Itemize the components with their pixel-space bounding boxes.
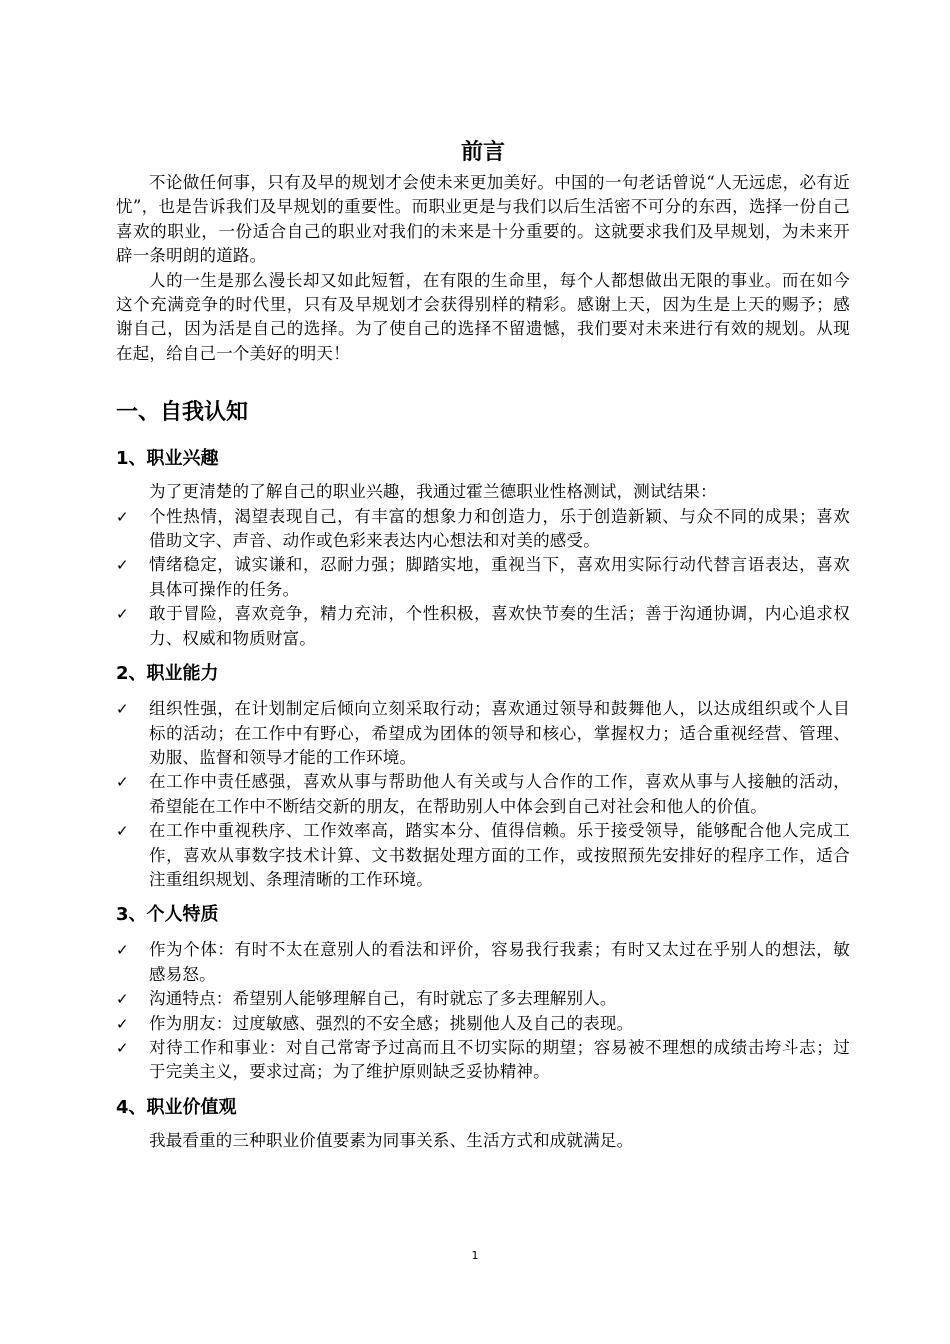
ability-list — [116, 697, 850, 892]
check-icon: ✓ — [116, 1038, 129, 1057]
traits-list — [116, 938, 850, 1084]
check-icon: ✓ — [116, 773, 129, 792]
check-icon: ✓ — [116, 556, 129, 575]
page-number: 1 — [471, 1249, 479, 1262]
check-icon: ✓ — [116, 941, 129, 960]
list-item: ✓ 组织性强，在计划制定后倾向立刻采取行动；喜欢通过领导和鼓舞他人，以达成组织或个人目标的活动；在工作中有野心，希望成为团体的领导和核心，掌握权力；适合重视经营、管理、劝服、监督和领导才能的工作环境。 — [116, 699, 850, 767]
list-item: ✓ 敢于冒险，喜欢竞争，精力充沛，个性积极，喜欢快节奏的生活；善于沟通协调，内心追求权力、权威和物质财富。 — [116, 604, 850, 648]
subsection-title-values: 4、职业价值观 — [116, 1096, 237, 1118]
document-page — [116, 135, 850, 1153]
list-item: ✓ 情绪稳定，诚实谦和，忍耐力强；脚踏实地，重视当下，喜欢用实际行动代替言语表达，喜欢具体可操作的任务。 — [116, 555, 850, 599]
list-item: ✓ 在工作中责任感强，喜欢从事与帮助他人有关或与人合作的工作，喜欢从事与人接触的活动，希望能在工作中不断结交新的朋友，在帮助别人中体会到自己对社会和他人的价值。 — [116, 772, 850, 816]
check-icon: ✓ — [116, 605, 129, 624]
list-item: ✓ 个性热情，渴望表现自己，有丰富的想象力和创造力，乐于创造新颖、与众不同的成果；喜欢借助文字、声音、动作或色彩来表达内心想法和对美的感受。 — [116, 506, 850, 551]
check-icon: ✓ — [116, 1014, 129, 1033]
preface-paragraph-2: 人的一生是那么漫长却又如此短暂，在有限的生命里，每个人都想做出无限的事业。而在如今这个充满竞争的时代里，只有及早规划才会获得别样的精彩。感谢上天，因为生是上天的赐予；感谢自己，因为活是自己的选择。为了使自己的选择不留遗憾，我们要对未来进行有效的规划。从现在起，给自己一个美好的明天！ — [116, 270, 850, 363]
subsection-title-traits: 3、个人特质 — [116, 904, 219, 926]
list-item: ✓ 在工作中重视秩序、工作效率高，踏实本分、值得信赖。乐于接受领导，能够配合他人完成工作，喜欢从事数字技术计算、文书数据处理方面的工作，或按照预先安排好的程序工作，适合注重组织规划、条理清晰的工作环境。 — [116, 821, 850, 889]
interest-list — [116, 505, 850, 651]
check-icon: ✓ — [116, 822, 129, 841]
list-item: ✓ 作为个体：有时不太在意别人的看法和评价，容易我行我素；有时又太过在乎别人的想法，敏感易怒。 — [116, 940, 850, 984]
section-title-self-awareness: 一、自我认知 — [116, 400, 249, 426]
check-icon: ✓ — [116, 700, 129, 719]
list-item: ✓ 沟通特点：希望别人能够理解自己，有时就忘了多去理解别人。 — [116, 987, 850, 1011]
check-icon: ✓ — [116, 990, 129, 1009]
list-item: ✓ 作为朋友：过度敏感、强烈的不安全感；挑剔他人及自己的表现。 — [116, 1012, 850, 1036]
interest-intro: 为了更清楚的了解自己的职业兴趣，我通过霍兰德职业性格测试，测试结果： — [149, 482, 717, 502]
subsection-title-ability: 2、职业能力 — [116, 663, 219, 685]
preface-paragraph-1: 不论做任何事，只有及早的规划才会使未来更加美好。中国的一句老话曾说“人无远虑，必有近忧”，也是告诉我们及早规划的重要性。而职业更是与我们以后生活密不可分的东西，选择一份自己喜欢的职业，一份适合自己的职业对我们的未来是十分重要的。这就要求我们及早规划，为未来开辟一条明朗的道路。 — [116, 173, 850, 266]
subsection-title-interest: 1、职业兴趣 — [116, 448, 219, 470]
preface-title: 前言 — [460, 140, 505, 165]
values-intro: 我最看重的三种职业价值要素为同事关系、生活方式和成就满足。 — [149, 1130, 634, 1150]
check-icon: ✓ — [116, 507, 129, 526]
list-item: ✓ 对待工作和事业：对自己常寄予过高而且不切实际的期望；容易被不理想的成绩击垮斗志；过于完美主义，要求过高；为了维护原则缺乏妥协精神。 — [116, 1037, 850, 1082]
